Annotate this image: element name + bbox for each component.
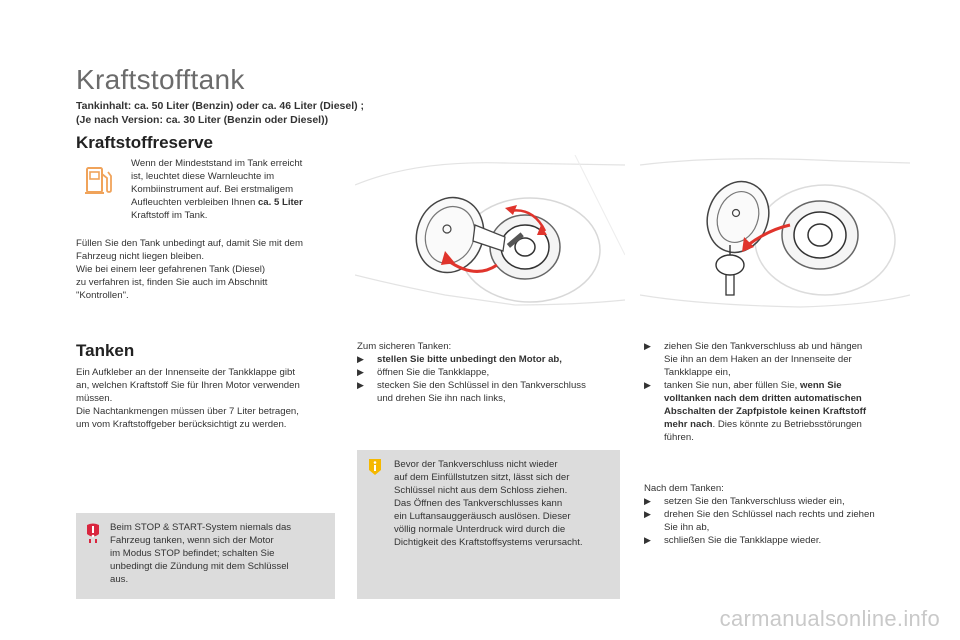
fuel-cap-remove-illustration [640, 155, 910, 325]
tanken-heading: Tanken [76, 341, 135, 360]
watermark: carmanualsonline.info [719, 606, 940, 631]
reserve-heading: Kraftstoffreserve [76, 133, 213, 152]
info-icon [367, 458, 383, 476]
list-item: ▶ stecken Sie den Schlüssel in den Tankverschluss und drehen Sie ihn nach links, [357, 380, 586, 404]
list-item: ▶ setzen Sie den Tankverschluss wieder ein, [644, 496, 845, 507]
page-title: Kraftstofftank [76, 64, 245, 95]
list-item: ▶ stellen Sie bitte unbedingt den Motor ab, [357, 354, 562, 365]
tank-capacity-note: Tankinhalt: ca. 50 Liter (Benzin) oder ca. 46 Liter (Diesel) ; (Je nach Version: ca. 30 Liter (Benzin oder Diesel)) [76, 100, 365, 126]
list-item: ▶ schließen Sie die Tankklappe wieder. [644, 535, 822, 546]
info-box [357, 450, 620, 599]
tanken-paragraph: Ein Aufkleber an der Innenseite der Tankklappe gibt an, welchen Kraftstoff Sie für Ihren Motor verwenden müssen. Die Nachtankmengen müssen über 7 Liter betragen, um vom Kraftstoffgeber berücksichtigt zu werden. [76, 367, 300, 430]
fuel-cap-unlock-illustration [355, 155, 625, 325]
list-item: ▶ drehen Sie den Schlüssel nach rechts und ziehen Sie ihn ab, [644, 509, 875, 533]
safe-refuel-steps: Zum sicheren Tanken: ▶ stellen Sie bitte unbedingt den Motor ab, ▶ öffnen Sie die Tankklappe, ▶ stecken Sie den Schlüssel in den Tankverschluss und drehen Sie ihn nach links, [357, 340, 627, 405]
info-text: Bevor der Tankverschluss nicht wieder auf dem Einfüllstutzen sitzt, lässt sich der Schlüssel nicht aus dem Schloss ziehen. Das Öffnen des Tankverschlusses kann ein Luftansauggeräusch auslösen. Dieser völlig normale Unterdruck wird durch die Dichtigkeit des Kraftstoffsystems verursacht. [394, 459, 583, 548]
list-item: ▶ öffnen Sie die Tankklappe, [357, 367, 490, 378]
reserve-paragraph-1: Wenn der Mindeststand im Tank erreicht ist, leuchtet diese Warnleuchte im Kombiinstrument auf. Bei erstmaligem Aufleuchten verbleiben Ihnen ca. 5 Liter Kraftstoff im Tank. [131, 158, 303, 221]
warning-box [76, 513, 335, 599]
refuel-steps-continued [644, 340, 914, 444]
after-refuel-steps: Nach dem Tanken: ▶ setzen Sie den Tankverschluss wieder ein, ▶ drehen Sie den Schlüssel nach rechts und ziehen Sie ihn ab, ▶ schließen Sie die Tankklappe wieder. [644, 482, 914, 547]
fuel-pump-icon [84, 162, 114, 196]
list-item: ▶ tanken Sie nun, aber füllen Sie, wenn Sie volltanken nach dem dritten automatischen Abschalten der Zapfpistole keinen Kraftstoff mehr nach. Dies könnte zu Betriebsstörungen führen. [644, 380, 867, 443]
list-item: ▶ ziehen Sie den Tankverschluss ab und hängen Sie ihn an dem Haken an der Innenseite der Tankklappe ein, [644, 341, 863, 378]
reserve-paragraph-2: Füllen Sie den Tank unbedingt auf, damit Sie mit dem Fahrzeug nicht liegen bleiben. Wie bei einem leer gefahrenen Tank (Diesel) zu verfahren ist, finden Sie auch im Abschnitt "Kontrollen". [76, 238, 304, 301]
warning-icon [84, 522, 102, 544]
warning-text: Beim STOP & START-System niemals das Fahrzeug tanken, wenn sich der Motor im Modus STOP befindet; schalten Sie unbedingt die Zündung mit dem Schlüssel aus. [110, 522, 292, 585]
